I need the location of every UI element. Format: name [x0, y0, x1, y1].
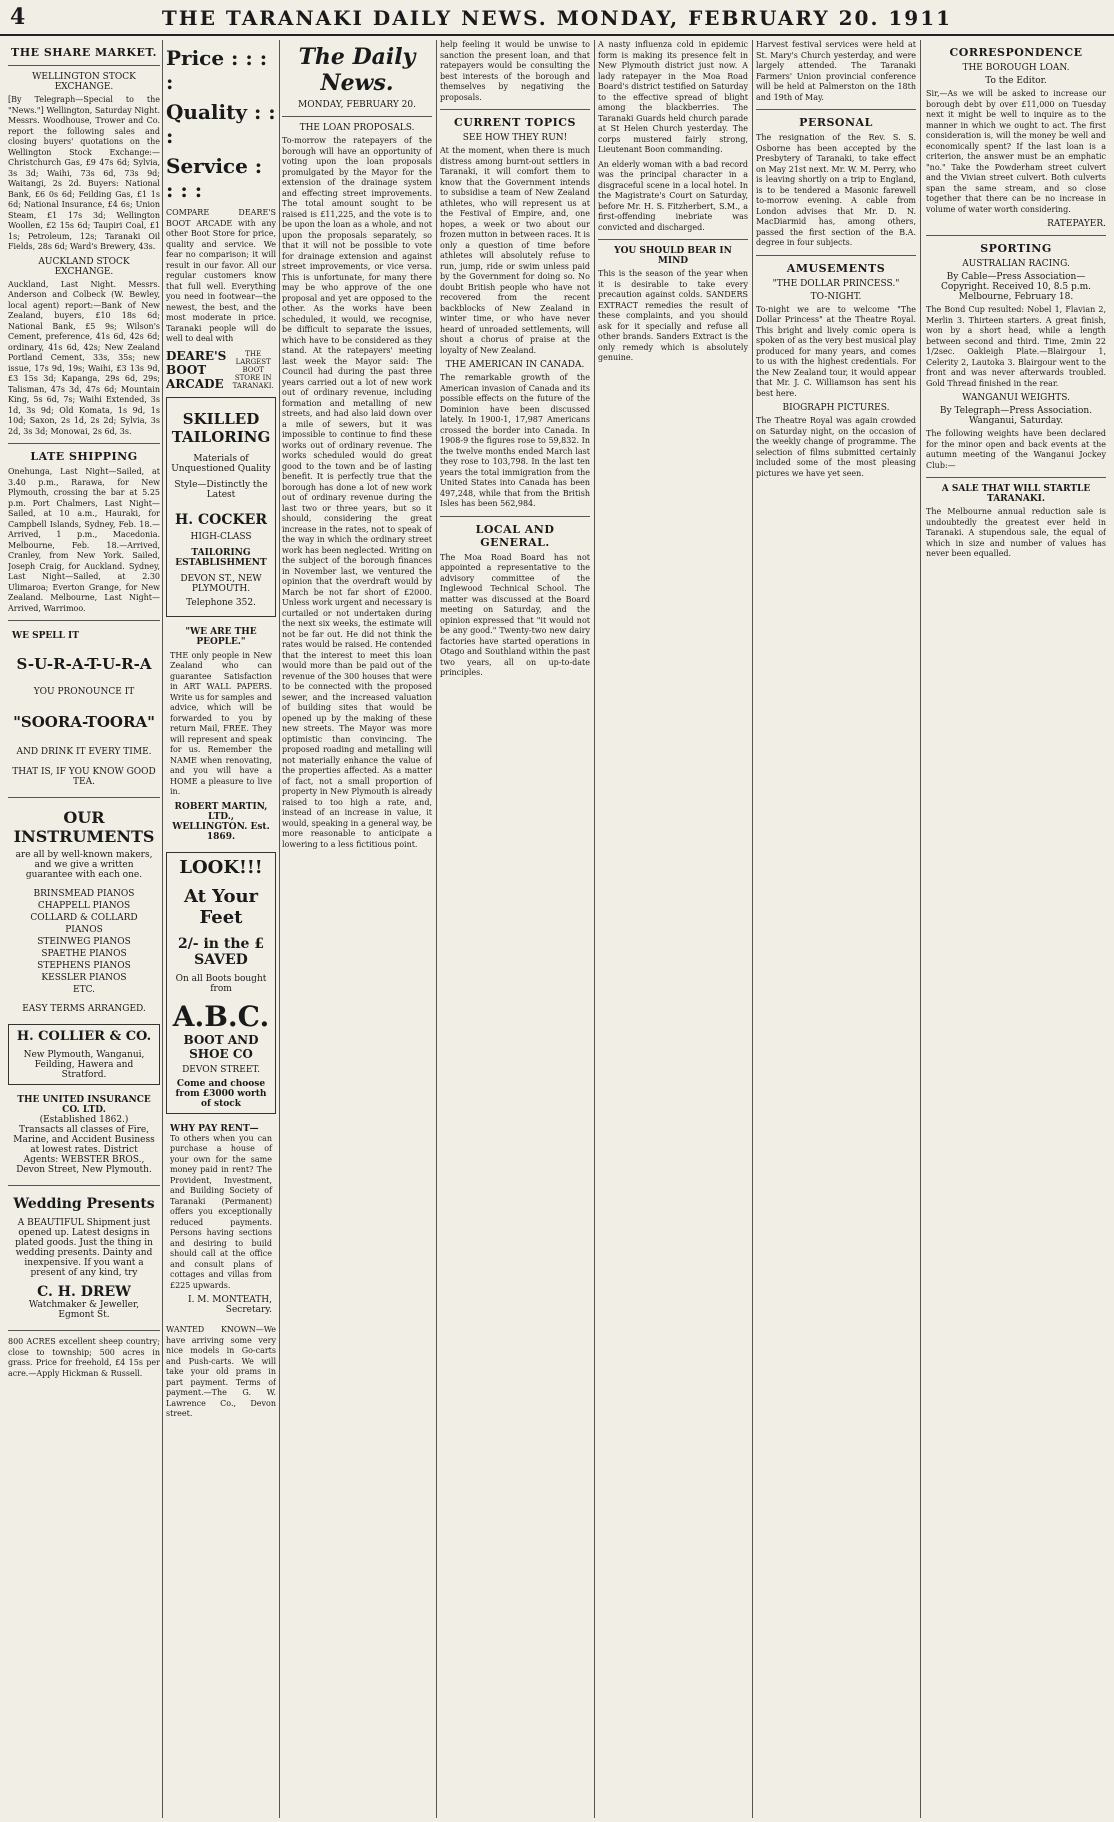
article-text: A nasty influenza cold in epidemic form is making its presence felt in New Plymouth district just now. A lady ratepayer in the Moa Road Board's district testified on Saturday to the effective spread of blight among the blackberries. The Taranaki Guards held church parade at St Helen Church yesterday. The corps mustered fairly strong, Lieutenant Boon commanding.	[598, 40, 748, 154]
divider	[440, 109, 590, 110]
ad-line: DEVON STREET.	[182, 1064, 260, 1075]
article-text: An elderly woman with a bad record was the principal character in a disgraceful scene in a local hotel. In the Magistrate's Court on Saturday, before Mr. H. S. Fitzherbert, S.M., a first-offending inebriate was convicted and discharged.	[598, 159, 748, 232]
ad-line: New Plymouth, Wanganui, Feilding, Hawera and Stratford.	[23, 1050, 145, 1080]
ad-headline: LOOK!!!	[179, 856, 263, 878]
subheading: "THE DOLLAR PRINCESS."	[772, 278, 900, 289]
article-text: At the moment, when there is much distress among burnt-out settlers in Taranaki, it will comfort them to know that the Government intends to subsidise a team of New Zealand athletes, who will represent us at the Festival of Empire, and, one hopes, a week or two about our frozen mutton in between races. It is only a question of time before athletes will absolutely refuse to run, jump, ride or swim unless paid by the Government for doing so. No doubt British people who have not recovered from the recent backblocks of New Zealand in winter time, or who have never heard of unroaded settlements, will shout a chorus of praise at the loyalty of New Zealand.	[440, 146, 590, 355]
column-rule	[162, 40, 163, 1818]
piano-brand: STEPHENS PIANOS	[37, 961, 131, 971]
ad-headline: Service : : : :	[166, 154, 263, 202]
dateline: MONDAY, FEBRUARY 20.	[298, 100, 416, 110]
ad-line: I. M. MONTEATH, Secretary.	[188, 1295, 272, 1315]
article-text: This is the season of the year when it is desirable to take every precaution against colds. SANDERS EXTRACT remedies the result of these complaints, and you should ask for it specially and refuse all other brands. Sanders Extract is the only remedy which is absolutely genuine.	[598, 269, 748, 362]
ad-text: COMPARE DEARE'S BOOT ARCADE with any other Boot Store for price, quality and service. We fear no comparison; it will result in our favor. All our regular customers know that full well. Everything you need in footwear—the newest, the best, and the most moderate in price. Taranaki people will do well to deal with	[166, 208, 276, 343]
subheading: WELLINGTON STOCK EXCHANGE.	[32, 72, 136, 92]
subheading: A SALE THAT WILL STARTLE TARANAKI.	[941, 484, 1091, 504]
article-text: The Bond Cup resulted: Nobel 1, Flavian 2, Merlin 3. Thirteen starters. A great finish, won by a short head, while a length between second and third. Time, 2min 22 1/2sec. Oakleigh Plate.—Blairgour 1, Celerity 2, Lautoka 3. Blairgour went to the front and was never afterwards troubled. Gold Thread finished in the rear.	[926, 305, 1106, 388]
ad-line: YOU PRONOUNCE IT	[33, 687, 135, 697]
ad-headline: WHY PAY RENT—	[170, 1123, 259, 1134]
classified-text: 800 ACRES excellent sheep country; close to township; 500 acres in grass. Price for freehold, £4 15s per acre.—Apply Hickman & Russell.	[8, 1337, 160, 1378]
section-heading: LATE SHIPPING	[30, 450, 138, 463]
column-6	[756, 40, 916, 1818]
advertisement-wallpaper	[166, 623, 276, 846]
ad-line: AND DRINK IT EVERY TIME.	[16, 747, 152, 757]
divider	[8, 443, 160, 444]
divider	[598, 239, 748, 240]
article-text: The remarkable growth of the American invasion of Canada and its possible effects on the future of the Dominion have been discussed lately. In 1900-1, 17,987 Americans crossed the border into Canada. In 1908-9 the figures rose to 59,832. In the twelve months ended March last they rose to 103,798. In the last ten years the total immigration from the United States into Canada has been 497,248, while that from the British Isles has been 562,984.	[440, 373, 590, 508]
ad-line: EASY TERMS ARRANGED.	[22, 1004, 146, 1014]
ad-line: WE SPELL IT	[12, 631, 79, 641]
paper-nameplate: The Daily News.	[298, 44, 416, 96]
subheading: AUSTRALIAN RACING.	[962, 259, 1070, 269]
section-heading: THE SHARE MARKET.	[11, 46, 157, 59]
column-5	[598, 40, 748, 1818]
subheading: YOU SHOULD BEAR IN MIND	[614, 246, 732, 266]
article-heading: THE LOAN PROPOSALS.	[299, 123, 415, 133]
divider	[8, 1185, 160, 1186]
column-7	[926, 40, 1106, 1818]
ad-line: ROBERT MARTIN, LTD., WELLINGTON. Est. 1869.	[172, 801, 270, 842]
ad-headline: S-U-R-A-T-U-R-A	[16, 655, 152, 673]
ad-headline: "SOORA-TOORA"	[13, 713, 155, 731]
page-title: THE TARANAKI DAILY NEWS. MONDAY, FEBRUARY 20. 1911	[161, 6, 953, 30]
ad-headline: C. H. DREW	[37, 1284, 131, 1300]
article-text: [By Telegraph—Special to the "News."] Wellington, Saturday Night. Messrs. Woodhouse, Trower and Co. report the following sales and closing buyers' quotations on the Wellington Stock Exchange:—Christchurch Gas, £9 47s 6d; Sylvia, 3s 3d; Waihi, 73s 6d, 73s 9d; Waitangi, 2s 2d. Buyers: National Bank, £6 0s 6d; Feilding Gas, £1 1s 6d; National Insurance, £4 6s; Union Steam, £1 17s 3d; Wellington Woollen, £2 15s 6d; Taupiri Coal, £1 1s; Petroleum, 12s; Taranaki Oil Fields, 28s 6d; Ward's Brewery, 43s.	[8, 95, 160, 251]
ad-headline: BOOT AND SHOE CO	[183, 1032, 259, 1061]
classified-text: WANTED KNOWN—We have arriving some very nice models in Go-carts and Push-carts. We will take your old prams in part payment. Terms of payment.—The G. W. Lawrence Co., Devon street.	[166, 1325, 276, 1418]
column-2	[166, 40, 276, 1818]
ad-line: THAT IS, IF YOU KNOW GOOD TEA.	[12, 767, 156, 787]
ad-headline: H. COCKER	[175, 511, 267, 528]
subheading: WANGANUI WEIGHTS.	[962, 393, 1070, 403]
advertisement-pianos	[8, 804, 160, 1018]
ad-line: THE LARGEST BOOT STORE IN TARANAKI.	[232, 349, 274, 390]
column-rule	[920, 40, 921, 1818]
ad-headline: DEARE'S BOOT ARCADE	[166, 348, 227, 391]
ad-headline: H. COLLIER & CO.	[16, 1029, 152, 1044]
subheading: BIOGRAPH PICTURES.	[782, 403, 890, 413]
article-text: help feeling it would be unwise to sanction the present loan, and that ratepayers would be consulting the best interests of the borough and themselves by negativing the proposals.	[440, 40, 590, 102]
ad-line: Telephone 352.	[186, 597, 256, 608]
subheading: By Cable—Press Association—Copyright. Received 10, 8.5 p.m. Melbourne, February 18.	[941, 272, 1091, 302]
signature: RATEPAYER.	[1047, 219, 1106, 229]
ad-line: A BEAUTIFUL Shipment just opened up. Latest designs in plated goods. Just the thing in wedding presents. Dainty and inexpensive. If you want a present of any kind, try	[15, 1218, 153, 1278]
ad-line: Come and choose from £3000 worth of stock	[175, 1078, 267, 1109]
ad-line: Style—Distinctly the Latest	[174, 479, 268, 500]
advertisement-tea	[8, 627, 160, 791]
ad-text: THE only people in New Zealand who can guarantee Satisfaction in ART WALL PAPERS. Write us for samples and advice, which will be forwarded to you by return Mail, FREE. They will represent and speak for us. Remember the NAME when renovating, and you will have a HOME a pleasure to live in.	[170, 650, 272, 796]
column-4	[440, 40, 590, 1818]
piano-brand: CHAPPELL PIANOS	[37, 901, 131, 911]
article-text: Onehunga, Last Night—Sailed, at 3.40 p.m., Rarawa, for New Plymouth, crossing the bar at 5.25 p.m. Port Chalmers, Last Night—Sailed, at 10 a.m., Hauraki, for Campbell Islands, Sydney, Feb. 18.—Arrived, 1 p.m., Macedonia. Melbourne, Feb. 18.—Arrived, Cranley, from New York. Sailed, Joseph Craig, for Auckland. Sydney, Last Night—Sailed, at 2.30 Ulimaroa; Everton Grange, for New Zealand. Melbourne, Last Night—Arrived, Warrimoo.	[8, 467, 160, 613]
advertisement-insurance	[8, 1091, 160, 1179]
column-rule	[279, 40, 280, 1818]
section-heading: CURRENT TOPICS	[454, 116, 576, 129]
column-rule	[436, 40, 437, 1818]
ad-headline: SKILLED TAILORING	[171, 409, 271, 446]
ad-line: On all Boots bought from	[175, 973, 267, 994]
piano-brand: STEINWEG PIANOS	[37, 937, 131, 947]
divider	[8, 1330, 160, 1331]
ad-headline: 2/- in the £ SAVED	[177, 935, 265, 968]
section-heading: AMUSEMENTS	[786, 261, 886, 275]
subheading: AUCKLAND STOCK EXCHANGE.	[38, 256, 130, 277]
ad-line: TAILORING ESTABLISHMENT	[175, 547, 267, 568]
masthead	[0, 0, 1114, 36]
article-text: Auckland, Last Night. Messrs. Anderson and Colbeck (W. Bewley, local agent) report:—Bank of New Zealand, buyers, £10 18s 6d; National Bank, £5 9s; Wilson's Cement, preference, 41s 6d, 42s 6d; ordinary, 41s 6d, 42s; New Zealand Portland Cement, 33s, 35s; new issue, 17s 9d, 19s; Waihi, £3 13s 9d, £3 15s 3d; Kapanga, 29s 6d, 29s; Talisman, 47s 3d, 47s 6d; Mountain King, 5s 6d, 7s; Waihi Extended, 3s 1d, 3s 9d; Old Komata, 1s 9d, 1s 10d; Saxon, 2s 1d, 2s 2d; Sylvia, 3s 2d, 3s 3d; Monowai, 2s 6d, 3s.	[8, 279, 160, 436]
subheading: THE BOROUGH LOAN.	[962, 63, 1070, 73]
column-3	[282, 40, 432, 1818]
advertisement-rent	[166, 1120, 276, 1320]
divider	[926, 477, 1106, 478]
piano-brand: ETC.	[73, 985, 95, 995]
divider	[756, 255, 916, 256]
page-number: 4	[10, 4, 26, 30]
article-text: Harvest festival services were held at St. Mary's Church yesterday, and were largely attended. The Taranaki Farmers' Union provincial conference will be held at Palmerston on the 18th and 19th of May.	[756, 40, 916, 102]
article-text: The following weights have been declared for the minor open and back events at the autumn meeting of the Wanganui Jockey Club:—	[926, 429, 1106, 470]
divider	[282, 116, 432, 117]
article-text: The Melbourne annual reduction sale is undoubtedly the greatest ever held in Taranaki. A stupendous sale, the equal of which in size and number of values has never been equalled.	[926, 507, 1106, 558]
ad-headline: Quality : : :	[166, 100, 276, 148]
ad-line: Watchmaker & Jeweller, Egmont St.	[28, 1300, 140, 1320]
advertisement-abc	[166, 852, 276, 1114]
section-heading: LOCAL AND GENERAL.	[475, 522, 555, 549]
subheading: To the Editor.	[985, 76, 1047, 86]
section-heading: PERSONAL	[799, 116, 873, 129]
piano-brand: BRINSMEAD PIANOS	[33, 889, 135, 899]
article-text: To-night we are to welcome "The Dollar Princess" at the Theatre Royal. This bright and lively comic opera is spoken of as the very best musical play produced for many years, and comes to us with the highest credentials. For the New Zealand tour, it would appear that Mr. J. C. Williamson has sent his best here.	[756, 304, 916, 398]
advertisement-tailoring	[166, 397, 276, 617]
advertisement-collier	[8, 1024, 160, 1085]
ad-headline: A.B.C.	[172, 999, 270, 1033]
article-text: The resignation of the Rev. S. S. Osborne has been accepted by the Presbytery of Taranaki, to take effect on May 21st next. Mr. W. M. Perry, who is leaving shortly on a trip to England, is to be tendered a Masonic farewell to-morrow evening. A cable from London advises that Mr. D. N. MacDiarmid has, among others, passed the first section of the B.A. degree in four subjects.	[756, 133, 916, 247]
ad-line: are all by well-known makers, and we give a written guarantee with each one.	[15, 850, 153, 880]
advertisement-deares	[166, 46, 276, 202]
ad-line: DEVON ST., NEW PLYMOUTH.	[180, 573, 262, 594]
column-rule	[752, 40, 753, 1818]
section-heading: CORRESPONDENCE	[949, 46, 1083, 59]
article-text: Sir,—As we will be asked to increase our borough debt by over £11,000 on Tuesday next it might be well to inquire as to the manner in which we ought to act. The first consideration is, will the money be well and economically spent? If the last loan is a criterion, the answer must be an emphatic "no." Take the Powderham street culvert and the Vivian street culvert. Both culverts span the same stream, and so close together that there can be no increase in volume of water worth considering.	[926, 89, 1106, 214]
article-text: The Moa Road Board has not appointed a representative to the advisory committee of the Inglewood Technical School. The matter was discussed at the Board meeting on Saturday, and the opinion expressed that "it would not be any good." Twenty-two new dairy factories have started operations in Otago and Southland within the past two years, all on up-to-date principles.	[440, 552, 590, 677]
ad-line: HIGH-CLASS	[190, 531, 252, 542]
ad-line: (Established 1862.)	[39, 1115, 129, 1125]
ad-text: To others when you can purchase a house of your own for the same money paid in rent? The Provident, Investment, and Building Society of Taranaki (Permanent) offers you exceptionally reduced payments. Persons having sections and desiring to build should call at the office and consult plans of cottages and villas from £225 upwards.	[170, 1133, 272, 1290]
ad-headline: At Your Feet	[183, 885, 259, 928]
ad-headline: Wedding Presents	[13, 1196, 155, 1212]
divider	[8, 620, 160, 621]
piano-brand: SPAETHE PIANOS	[41, 949, 127, 959]
ad-line: Transacts all classes of Fire, Marine, and Accident Business at lowest rates. District Agents: WEBSTER BROS., Devon Street, New Plymouth.	[13, 1125, 155, 1175]
divider	[8, 65, 160, 66]
subheading: SEE HOW THEY RUN!	[462, 133, 568, 143]
ad-headline: Price : : : :	[166, 46, 268, 94]
piano-brand: KESSLER PIANOS	[41, 973, 127, 983]
ad-headline: "WE ARE THE PEOPLE."	[185, 626, 257, 647]
ad-line: Materials of Unquestioned Quality	[171, 453, 271, 474]
divider	[756, 109, 916, 110]
piano-brand: COLLARD & COLLARD PIANOS	[30, 913, 138, 935]
subheading: By Telegraph—Press Association. Wanganui, Saturday.	[939, 406, 1093, 426]
ad-headline: OUR INSTRUMENTS	[13, 808, 155, 846]
section-heading: SPORTING	[980, 242, 1052, 255]
divider	[8, 797, 160, 798]
article-text: The Theatre Royal was again crowded on Saturday night, on the occasion of the weekly change of programme. The selection of films submitted certainly included some of the most pleasing pictures we have yet seen.	[756, 416, 916, 478]
advertisement-wedding	[8, 1192, 160, 1324]
divider	[926, 235, 1106, 236]
article-text: To-morrow the ratepayers of the borough will have an opportunity of voting upon the loan proposals promulgated by the Mayor for the extension of the drainage system and effecting street improvements. The total amount sought to be raised is £11,225, and the vote is to be upon the loan as a whole, and not upon the proposals separately, so that it will not be possible to vote for drainage extension and against street improvements, or vice versa. This is unfortunate, for many there may be who approve of the one proposal and yet are opposed to the other. As the works have been scheduled, it would, we recognise, be difficult to separate the issues, which have to be considered as they stand. At the ratepayers' meeting last week the Mayor said: The Council had during the past three years carried out a lot of new work out of ordinary revenue, including formation and metalling of new streets, and had also laid down over a mile of sewers, but it was impossible to continue to find these works out of ordinary revenue. The works scheduled would do great good to the town and be of lasting benefit. It is perfectly true that the borough has done a lot of new work out of ordinary revenue during the last two or three years, but so it should, considering the great increase in the rates, not to speak of the way in which the ordinary street work has been neglected. Writing on the subject of the borough finances in November last, we ventured the opinion that the overdraft would by March be not far short of £2000. Unless work urgent and necessary is curtailed or not undertaken during the next six weeks, the estimate will not be far out. He did not think the rates would be raised. He contended that the interest to meet this loan would more than be paid out of the revenue of the 300 houses that were to be connected with the proposed sewer, and the increased valuation of building sites that would be opened up by the making of these new streets. The Mayor was more optimistic than convincing. The proposed roading and metalling will not materially enhance the value of the properties affected. As a matter of fact, not a small proportion of property in New Plymouth is already raised to too high a rate, and, instead of an increase in value, it would, speaking in a general way, be more reasonable to anticipate a lowering to a less fictitious point.	[282, 136, 432, 849]
divider	[440, 516, 590, 517]
column-1	[8, 40, 160, 1818]
pianos-list	[12, 888, 156, 996]
ad-headline: THE UNITED INSURANCE CO. LTD.	[17, 1095, 151, 1115]
subheading: THE AMERICAN IN CANADA.	[445, 360, 585, 370]
column-rule	[594, 40, 595, 1818]
subheading: TO-NIGHT.	[810, 291, 862, 302]
